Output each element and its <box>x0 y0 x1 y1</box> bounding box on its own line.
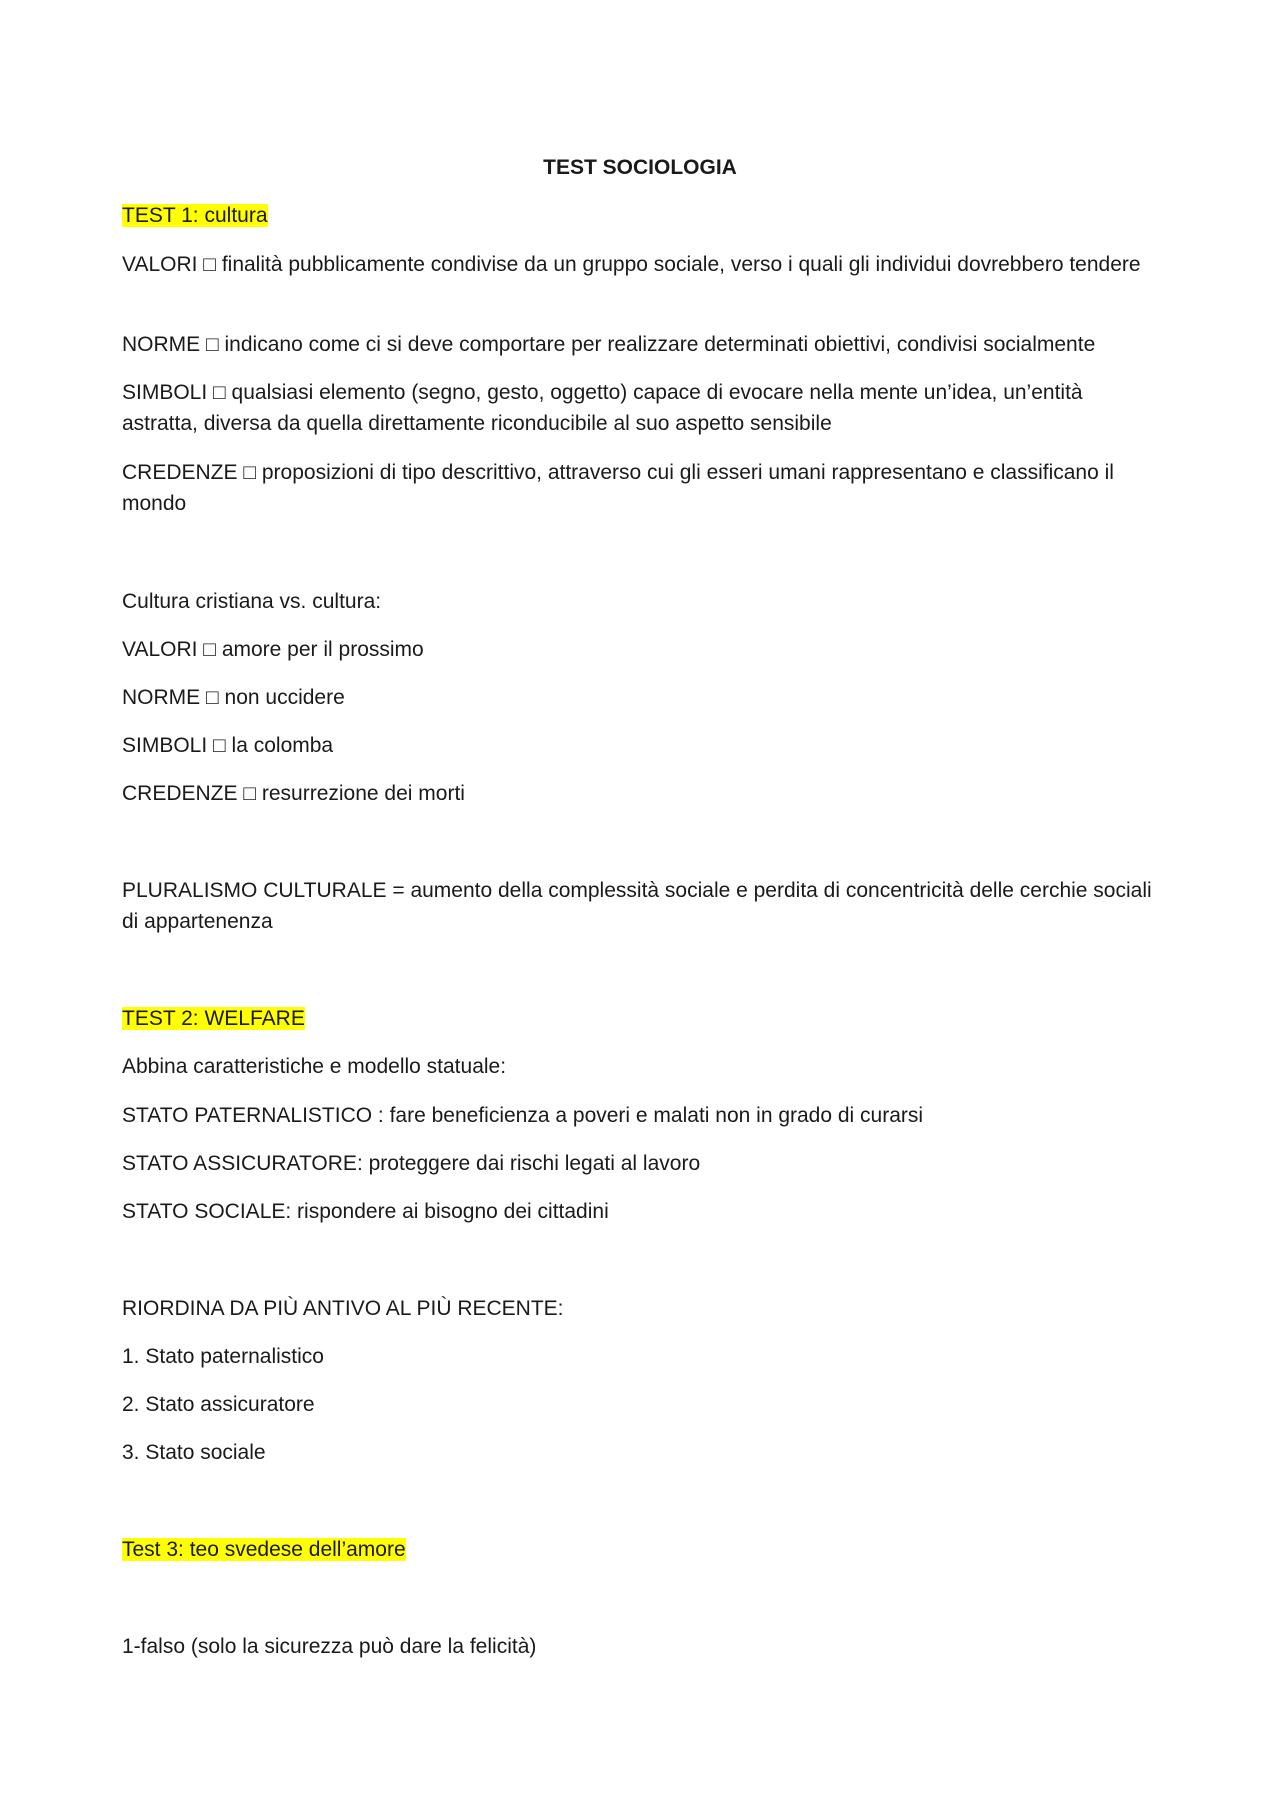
test1-credenze: CREDENZE □ proposizioni di tipo descrittivo, attraverso cui gli esseri umani rappresentano e classificano il mondo <box>122 461 1114 515</box>
test1-norme: NORME □ indicano come ci si deve comportare per realizzare determinati obiettivi, condivisi socialmente <box>122 333 1096 356</box>
test2-heading <box>122 1003 1162 1034</box>
test1-simboli: SIMBOLI □ qualsiasi elemento (segno, gesto, oggetto) capace di evocare nella mente un’idea, un’entità astratta, diversa da quella direttamente riconducibile al suo aspetto sensibile <box>122 381 1083 435</box>
order-item-2: 2. Stato assicuratore <box>122 1393 315 1416</box>
cristiana-credenze: CREDENZE □ resurrezione dei morti <box>122 782 465 805</box>
order-item-3: 3. Stato sociale <box>122 1441 266 1464</box>
document-title: TEST SOCIOLOGIA <box>543 156 737 179</box>
stato-sociale: STATO SOCIALE: rispondere ai bisogno dei cittadini <box>122 1200 609 1223</box>
test1-heading <box>122 200 1162 231</box>
cristiana-norme: NORME □ non uccidere <box>122 686 345 709</box>
test1-valori: VALORI □ finalità pubblicamente condivise da un gruppo sociale, verso i quali gli individui dovrebbero tendere <box>122 253 1141 276</box>
test1-heading-highlight: TEST 1: cultura <box>122 204 268 227</box>
stato-paternalistico: STATO PATERNALISTICO : fare beneficienza a poveri e malati non in grado di curarsi <box>122 1104 924 1127</box>
order-item-1: 1. Stato paternalistico <box>122 1345 324 1368</box>
test2-heading-highlight: TEST 2: WELFARE <box>122 1007 305 1030</box>
test3-heading <box>122 1534 1162 1565</box>
test3-heading-highlight: Test 3: teo svedese dell’amore <box>122 1538 406 1561</box>
cristiana-intro: Cultura cristiana vs. cultura: <box>122 590 382 613</box>
cristiana-valori: VALORI □ amore per il prossimo <box>122 638 424 661</box>
test2-riordina: RIORDINA DA PIÙ ANTIVO AL PIÙ RECENTE: <box>122 1297 564 1320</box>
test2-abbina: Abbina caratteristiche e modello statuale: <box>122 1055 507 1078</box>
test3-answer-1: 1-falso (solo la sicurezza può dare la felicità) <box>122 1635 537 1658</box>
cristiana-simboli: SIMBOLI □ la colomba <box>122 734 334 757</box>
pluralismo-culturale: PLURALISMO CULTURALE = aumento della complessità sociale e perdita di concentricità delle cerchie sociali di appartenenza <box>122 879 1152 933</box>
stato-assicuratore: STATO ASSICURATORE: proteggere dai rischi legati al lavoro <box>122 1152 701 1175</box>
